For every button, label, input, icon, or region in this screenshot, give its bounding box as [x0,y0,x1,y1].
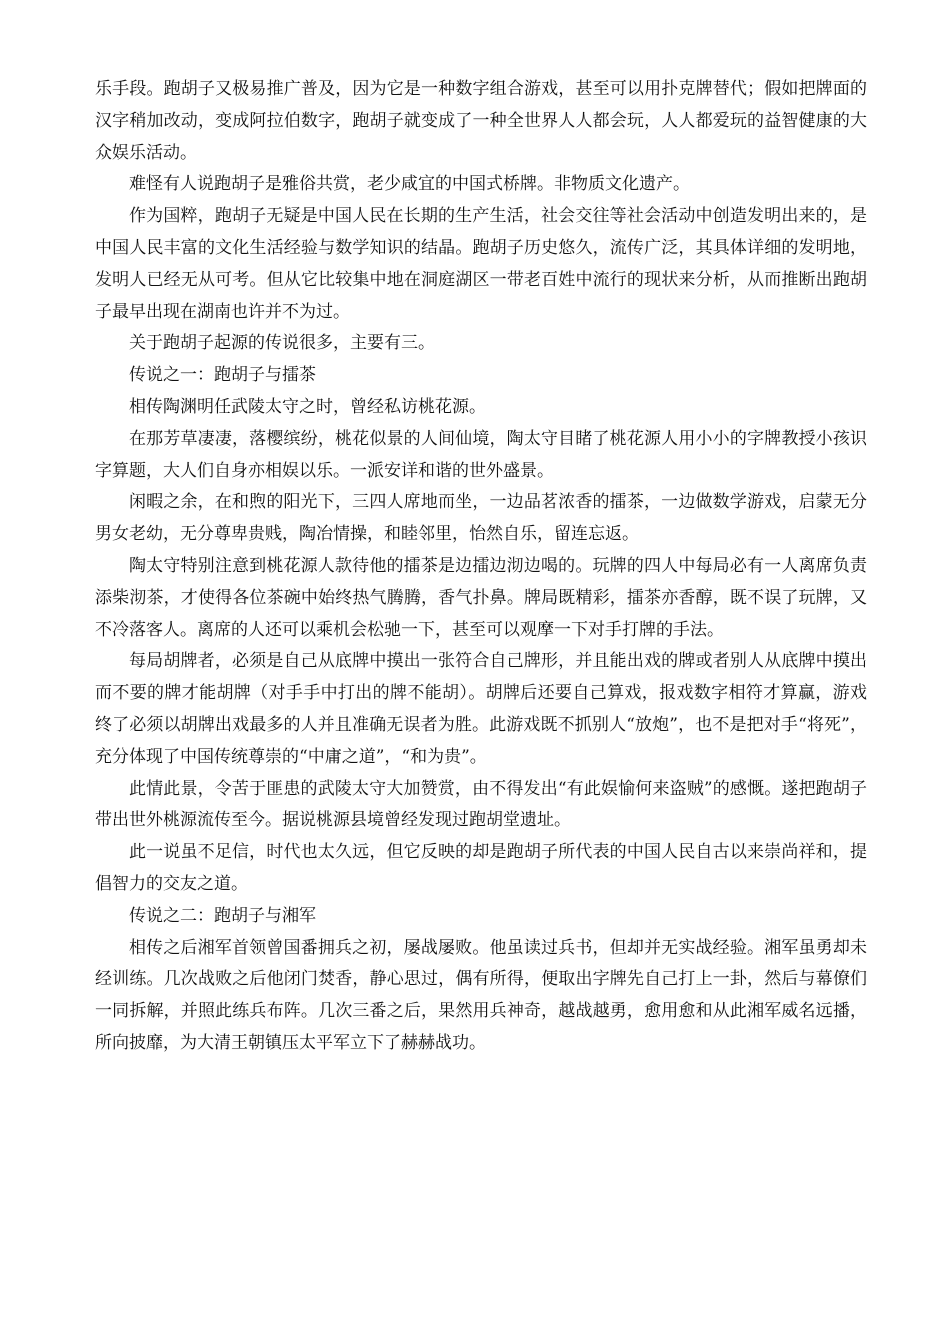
paragraph-governor-praise: 此情此景，令苦于匪患的武陵太守大加赞赏，由不得发出“有此娱愉何来盗贼”的感慨。遂把跑胡子带出世外桃源流传至今。据说桃源县境曾经发现过跑胡堂遗址。 [95,778,867,831]
paragraph-continuation: 乐手段。跑胡子又极易推广普及，因为它是一种数字组合游戏，甚至可以用扑克牌替代；假如把牌面的汉字稍加改动，变成阿拉伯数字，跑胡子就变成了一种全世界人人都会玩，人人都爱玩的益智健康的大众娱乐活动。 [95,79,867,163]
section-heading-legend-two: 传说之二：跑胡子与湘军 [129,905,316,926]
paragraph-leisure: 闲暇之余，在和煦的阳光下，三四人席地而坐，一边品茗浓香的擂茶，一边做数学游戏，启蒙无分男女老幼，无分尊卑贵贱，陶冶情操，和睦邻里，怡然自乐，留连忘返。 [95,492,867,545]
paragraph-xiang-army: 相传之后湘军首领曾国番拥兵之初，屡战屡败。他虽读过兵书，但却并无实战经验。湘军虽勇却未经训练。几次战败之后他闭门焚香，静心思过，偶有所得，便取出字牌先自己打上一卦，然后与幕僚们一同拆解，并照此练兵布阵。几次三番之后，果然用兵神奇，越战越勇，愈用愈和从此湘军威名远播，所向披靡，为大清王朝镇压太平军立下了赫赫战功。 [95,937,867,1053]
paragraph-legends-intro: 关于跑胡子起源的传说很多，主要有三。 [129,333,435,354]
paragraph-national-essence: 作为国粹，跑胡子无疑是中国人民在长期的生产生活，社会交往等社会活动中创造发明出来的，是中国人民丰富的文化生活经验与数学知识的结晶。跑胡子历史悠久，流传广泛，其具体详细的发明地，发明人已经无从可考。但从它比较集中地在洞庭湖区一带老百姓中流行的现状来分析，从而推断出跑胡子最早出现在湖南也许并不为过。 [95,206,867,322]
paragraph-tao-yuanming: 相传陶渊明任武陵太守之时，曾经私访桃花源。 [129,396,486,417]
section-heading-legend-one: 传说之一：跑胡子与擂茶 [129,365,316,386]
paragraph-lei-tea: 陶太守特别注意到桃花源人款待他的擂茶是边擂边沏边喝的。玩牌的四人中每局必有一人离席负责添柴沏茶，才使得各位茶碗中始终热气腾腾，香气扑鼻。牌局既精彩，擂茶亦香醇，既不误了玩牌，又不冷落客人。离席的人还可以乘机会松驰一下，甚至可以观摩一下对手打牌的手法。 [95,555,867,640]
paragraph-peach-blossom-land: 在那芳草凄凄，落樱缤纷，桃花似景的人间仙境，陶太守目睹了桃花源人用小小的字牌教授小孩识字算题，大人们自身亦相娱以乐。一派安详和谐的世外盛景。 [95,428,867,481]
document-body [95,74,867,1060]
paragraph-bridge-comparison: 难怪有人说跑胡子是雅俗共赏，老少咸宜的中国式桥牌。非物质文化遗产。 [129,174,690,195]
paragraph-legend-one-conclusion: 此一说虽不足信，时代也太久远，但它反映的却是跑胡子所代表的中国人民自古以来崇尚祥和，提倡智力的交友之道。 [95,842,867,894]
paragraph-winning-rules: 每局胡牌者，必须是自己从底牌中摸出一张符合自己牌形，并且能出戏的牌或者别人从底牌中摸出而不要的牌才能胡牌（对手手中打出的牌不能胡）。胡牌后还要自己算戏，报戏数字相符才算赢，游戏终了必须以胡牌出戏最多的人并且准确无误者为胜。此游戏既不抓别人“放炮”，也不是把对手“将死”，充分体现了中国传统尊崇的“中庸之道”，“和为贵”。 [95,651,867,767]
